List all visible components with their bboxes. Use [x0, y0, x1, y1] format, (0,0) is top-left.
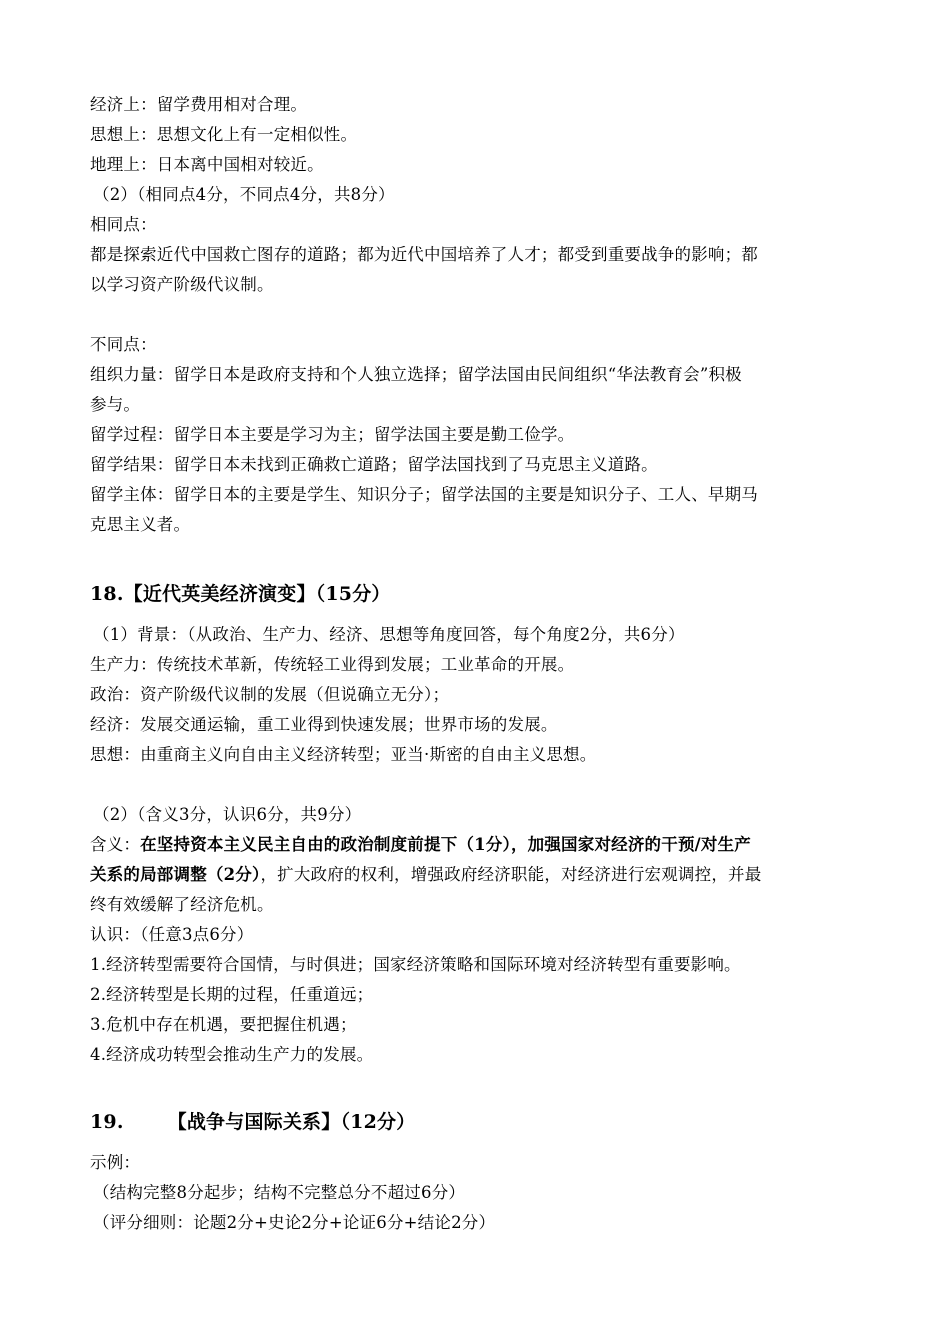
meaning-rest-2: ，扩大政府的权利，增强政府经济职能，对经济进行宏观调控，并最 — [260, 865, 762, 884]
q18-insight-4: 4.经济成功转型会推动生产力的发展。 — [90, 1045, 374, 1064]
diff-organization-line-1: 组织力量：留学日本是政府支持和个人独立选择；留学法国由民间组织“华法教育会”积极 — [90, 365, 742, 384]
q18-part1-label: （1）背景：（从政治、生产力、经济、思想等角度回答，每个角度2分，共6分） — [93, 625, 685, 644]
diff-result: 留学结果：留学日本未找到正确救亡道路；留学法国找到了马克思主义道路。 — [90, 455, 658, 474]
q18-meaning-line-3: 终有效缓解了经济危机。 — [90, 895, 274, 914]
q19-score: （12分） — [340, 1111, 416, 1133]
q18-productivity: 生产力：传统技术革新，传统轻工业得到发展；工业革命的开展。 — [90, 655, 575, 674]
q18-meaning-line-1 — [90, 835, 865, 855]
q18-heading — [90, 582, 865, 606]
meaning-prefix: 含义： — [90, 835, 141, 854]
q19-title: 【战争与国际关系】 — [167, 1111, 341, 1133]
q18-insight-3: 3.危机中存在机遇，要把握住机遇； — [90, 1015, 357, 1034]
meaning-bold-1: 在坚持资本主义民主自由的政治制度前提下（1分），加强国家对经济的干预/对生产 — [140, 835, 751, 854]
reason-geography: 地理上：日本离中国相对较近。 — [90, 155, 324, 174]
reason-economy: 经济上：留学费用相对合理。 — [90, 95, 308, 114]
q18-insight-1: 1.经济转型需要符合国情，与时俱进；国家经济策略和国际环境对经济转型有重要影响。 — [90, 955, 741, 974]
q19-example: 示例： — [90, 1153, 141, 1172]
similarities-title: 相同点： — [90, 215, 157, 234]
q18-score: （15分） — [315, 583, 391, 605]
similarities-line-2: 以学习资产阶级代议制。 — [90, 275, 274, 294]
q19-structure: （结构完整8分起步；结构不完整总分不超过6分） — [93, 1183, 466, 1202]
q18-politics: 政治：资产阶级代议制的发展（但说确立无分）； — [90, 685, 450, 704]
q17-part2-label: （2）（相同点4分，不同点4分，共8分） — [93, 185, 395, 204]
q18-insight-2: 2.经济转型是长期的过程，任重道远； — [90, 985, 374, 1004]
q19-rubric: （评分细则：论题2分+史论2分+论证6分+结论2分） — [93, 1213, 496, 1232]
diff-organization-line-2: 参与。 — [90, 395, 141, 414]
q18-number: 18. — [90, 583, 124, 605]
differences-title: 不同点： — [90, 335, 157, 354]
q18-insight-label: 认识：（任意3点6分） — [90, 925, 254, 944]
diff-process: 留学过程：留学日本主要是学习为主；留学法国主要是勤工俭学。 — [90, 425, 575, 444]
q18-thought: 思想：由重商主义向自由主义经济转型；亚当·斯密的自由主义思想。 — [90, 745, 597, 764]
q18-title: 【近代英美经济演变】 — [123, 583, 316, 605]
meaning-bold-2: 关系的局部调整（2分） — [90, 865, 261, 884]
diff-subject-line-2: 克思主义者。 — [90, 515, 191, 534]
similarities-line-1: 都是探索近代中国救亡图存的道路；都为近代中国培养了人才；都受到重要战争的影响；都 — [90, 245, 758, 264]
diff-subject-line-1: 留学主体：留学日本的主要是学生、知识分子；留学法国的主要是知识分子、工人、早期马 — [90, 485, 758, 504]
q19-number: 19. — [90, 1111, 124, 1133]
reason-thought: 思想上：思想文化上有一定相似性。 — [90, 125, 358, 144]
q18-economy: 经济：发展交通运输，重工业得到快速发展；世界市场的发展。 — [90, 715, 558, 734]
q18-part2-label: （2）（含义3分，认识6分，共9分） — [93, 805, 362, 824]
q18-meaning-line-2 — [90, 865, 865, 885]
q19-heading — [90, 1110, 865, 1134]
